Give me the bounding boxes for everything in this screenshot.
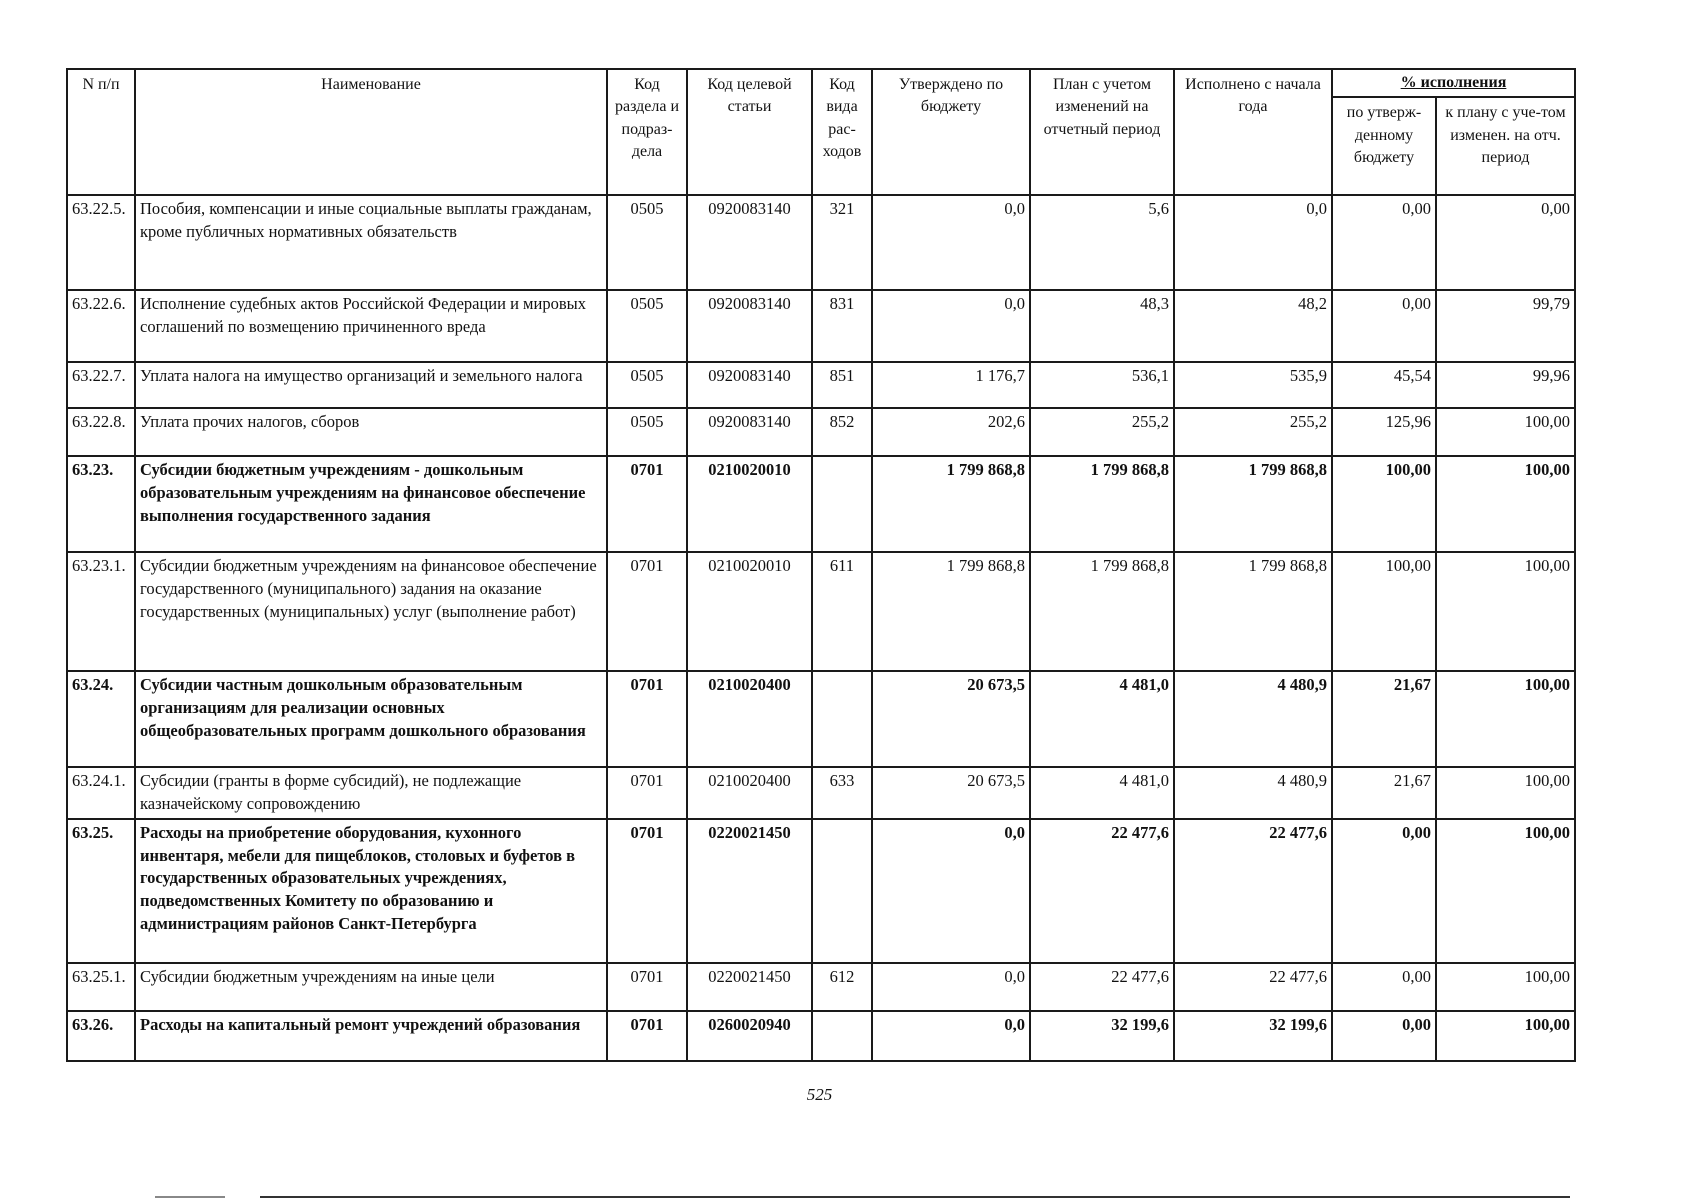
cell-plan: 4 481,0 — [1030, 671, 1174, 767]
table-row — [67, 1011, 1575, 1061]
cell-target-code: 0210020010 — [687, 456, 812, 552]
cell-target-code: 0220021450 — [687, 819, 812, 963]
cell-name: Субсидии (гранты в форме субсидий), не подлежащие казначейскому сопровождению — [135, 767, 607, 819]
cell-pct-plan: 100,00 — [1436, 408, 1575, 456]
header-executed: Исполнено с начала года — [1174, 69, 1332, 195]
cell-approved: 0,0 — [872, 290, 1030, 362]
cell-approved: 0,0 — [872, 819, 1030, 963]
cell-pct-plan: 0,00 — [1436, 195, 1575, 290]
cell-plan: 255,2 — [1030, 408, 1174, 456]
cell-num: 63.24.1. — [67, 767, 135, 819]
cell-name: Пособия, компенсации и иные социальные выплаты гражданам, кроме публичных нормативных обязательств — [135, 195, 607, 290]
cell-plan: 22 477,6 — [1030, 819, 1174, 963]
cell-approved: 20 673,5 — [872, 671, 1030, 767]
cell-executed: 22 477,6 — [1174, 819, 1332, 963]
header-pct-budget: по утверж-денному бюджету — [1332, 97, 1436, 195]
cell-pct-plan: 100,00 — [1436, 456, 1575, 552]
cell-plan: 1 799 868,8 — [1030, 456, 1174, 552]
table-row — [67, 819, 1575, 963]
cell-kind-code: 831 — [812, 290, 872, 362]
cell-pct-plan: 100,00 — [1436, 552, 1575, 671]
cell-pct-plan: 100,00 — [1436, 671, 1575, 767]
cell-approved: 20 673,5 — [872, 767, 1030, 819]
cell-approved: 1 799 868,8 — [872, 456, 1030, 552]
budget-execution-table — [66, 68, 1576, 1062]
header-pct-group: % исполнения — [1332, 69, 1575, 97]
header-approved: Утверждено по бюджету — [872, 69, 1030, 195]
cell-pct-budget: 0,00 — [1332, 963, 1436, 1011]
cell-num: 63.25.1. — [67, 963, 135, 1011]
cell-kind-code: 851 — [812, 362, 872, 408]
cell-executed: 22 477,6 — [1174, 963, 1332, 1011]
cell-pct-budget: 100,00 — [1332, 552, 1436, 671]
cell-num: 63.22.6. — [67, 290, 135, 362]
report-sheet — [66, 68, 1574, 1062]
cell-plan: 22 477,6 — [1030, 963, 1174, 1011]
cell-target-code: 0920083140 — [687, 195, 812, 290]
cell-target-code: 0210020010 — [687, 552, 812, 671]
cell-executed: 1 799 868,8 — [1174, 552, 1332, 671]
page-number: 525 — [806, 1085, 833, 1104]
table-row — [67, 195, 1575, 290]
cell-plan: 536,1 — [1030, 362, 1174, 408]
header-kind-code: Код вида рас-ходов — [812, 69, 872, 195]
cell-pct-plan: 99,96 — [1436, 362, 1575, 408]
cell-pct-budget: 45,54 — [1332, 362, 1436, 408]
cell-plan: 1 799 868,8 — [1030, 552, 1174, 671]
table-row — [67, 963, 1575, 1011]
cell-name: Субсидии бюджетным учреждениям на иные цели — [135, 963, 607, 1011]
cell-target-code: 0210020400 — [687, 767, 812, 819]
cell-section-code: 0701 — [607, 963, 687, 1011]
cell-section-code: 0701 — [607, 767, 687, 819]
cell-kind-code: 611 — [812, 552, 872, 671]
cell-name: Субсидии частным дошкольным образовательным организациям для реализации основных общеобразовательных программ дошкольного образования — [135, 671, 607, 767]
header-num: N п/п — [67, 69, 135, 195]
cell-name: Расходы на капитальный ремонт учреждений образования — [135, 1011, 607, 1061]
cell-num: 63.22.8. — [67, 408, 135, 456]
cell-pct-budget: 0,00 — [1332, 1011, 1436, 1061]
cell-approved: 0,0 — [872, 1011, 1030, 1061]
cell-kind-code: 633 — [812, 767, 872, 819]
cell-target-code: 0210020400 — [687, 671, 812, 767]
cell-section-code: 0505 — [607, 362, 687, 408]
cell-pct-budget: 100,00 — [1332, 456, 1436, 552]
cell-kind-code: 852 — [812, 408, 872, 456]
cell-name: Исполнение судебных актов Российской Федерации и мировых соглашений по возмещению причиненного вреда — [135, 290, 607, 362]
cell-pct-plan: 99,79 — [1436, 290, 1575, 362]
cell-pct-plan: 100,00 — [1436, 1011, 1575, 1061]
header-plan: План с учетом изменений на отчетный период — [1030, 69, 1174, 195]
cell-num: 63.24. — [67, 671, 135, 767]
cell-kind-code: 321 — [812, 195, 872, 290]
cell-pct-budget: 21,67 — [1332, 767, 1436, 819]
cell-section-code: 0505 — [607, 195, 687, 290]
cell-pct-budget: 125,96 — [1332, 408, 1436, 456]
cell-pct-budget: 0,00 — [1332, 195, 1436, 290]
header-name: Наименование — [135, 69, 607, 195]
cell-approved: 0,0 — [872, 963, 1030, 1011]
cell-pct-plan: 100,00 — [1436, 963, 1575, 1011]
cell-section-code: 0505 — [607, 290, 687, 362]
header-target-code: Код целевой статьи — [687, 69, 812, 195]
cell-pct-budget: 0,00 — [1332, 819, 1436, 963]
cell-num: 63.23.1. — [67, 552, 135, 671]
cell-pct-plan: 100,00 — [1436, 767, 1575, 819]
footer-rule-short — [155, 1196, 225, 1198]
cell-section-code: 0701 — [607, 552, 687, 671]
cell-approved: 1 799 868,8 — [872, 552, 1030, 671]
cell-pct-budget: 0,00 — [1332, 290, 1436, 362]
cell-num: 63.25. — [67, 819, 135, 963]
footer-rule — [260, 1196, 1570, 1198]
table-body — [67, 195, 1575, 1061]
cell-target-code: 0920083140 — [687, 362, 812, 408]
cell-plan: 32 199,6 — [1030, 1011, 1174, 1061]
cell-executed: 32 199,6 — [1174, 1011, 1332, 1061]
cell-target-code: 0920083140 — [687, 290, 812, 362]
table-row — [67, 552, 1575, 671]
header-section-code: Код раздела и подраз-дела — [607, 69, 687, 195]
cell-approved: 1 176,7 — [872, 362, 1030, 408]
cell-executed: 4 480,9 — [1174, 671, 1332, 767]
cell-kind-code — [812, 1011, 872, 1061]
table-row — [67, 671, 1575, 767]
cell-target-code: 0260020940 — [687, 1011, 812, 1061]
cell-target-code: 0220021450 — [687, 963, 812, 1011]
cell-plan: 4 481,0 — [1030, 767, 1174, 819]
cell-executed: 535,9 — [1174, 362, 1332, 408]
cell-pct-budget: 21,67 — [1332, 671, 1436, 767]
table-row — [67, 290, 1575, 362]
cell-plan: 48,3 — [1030, 290, 1174, 362]
cell-name: Уплата налога на имущество организаций и земельного налога — [135, 362, 607, 408]
cell-executed: 48,2 — [1174, 290, 1332, 362]
cell-target-code: 0920083140 — [687, 408, 812, 456]
cell-section-code: 0701 — [607, 456, 687, 552]
cell-name: Уплата прочих налогов, сборов — [135, 408, 607, 456]
table-row — [67, 767, 1575, 819]
cell-num: 63.26. — [67, 1011, 135, 1061]
header-pct-plan: к плану с уче-том изменен. на отч. период — [1436, 97, 1575, 195]
cell-section-code: 0701 — [607, 671, 687, 767]
cell-section-code: 0701 — [607, 819, 687, 963]
cell-executed: 1 799 868,8 — [1174, 456, 1332, 552]
cell-num: 63.23. — [67, 456, 135, 552]
cell-name: Субсидии бюджетным учреждениям на финансовое обеспечение государственного (муниципального) задания на оказание государственных (муниципальных) услуг (выполнение работ) — [135, 552, 607, 671]
cell-pct-plan: 100,00 — [1436, 819, 1575, 963]
cell-name: Субсидии бюджетным учреждениям - дошкольным образовательным учреждениям на финансовое обеспечение выполнения государственного задания — [135, 456, 607, 552]
table-header — [67, 69, 1575, 195]
cell-num: 63.22.5. — [67, 195, 135, 290]
cell-executed: 0,0 — [1174, 195, 1332, 290]
cell-approved: 0,0 — [872, 195, 1030, 290]
cell-approved: 202,6 — [872, 408, 1030, 456]
cell-plan: 5,6 — [1030, 195, 1174, 290]
cell-kind-code: 612 — [812, 963, 872, 1011]
cell-kind-code — [812, 456, 872, 552]
table-row — [67, 362, 1575, 408]
cell-num: 63.22.7. — [67, 362, 135, 408]
cell-kind-code — [812, 819, 872, 963]
cell-executed: 255,2 — [1174, 408, 1332, 456]
cell-section-code: 0701 — [607, 1011, 687, 1061]
table-row — [67, 456, 1575, 552]
table-row — [67, 408, 1575, 456]
cell-kind-code — [812, 671, 872, 767]
cell-executed: 4 480,9 — [1174, 767, 1332, 819]
cell-section-code: 0505 — [607, 408, 687, 456]
cell-name: Расходы на приобретение оборудования, кухонного инвентаря, мебели для пищеблоков, столовых и буфетов в государственных образовательных учреждениях, подведомственных Комитету по образованию и администрациям районов Санкт-Петербурга — [135, 819, 607, 963]
